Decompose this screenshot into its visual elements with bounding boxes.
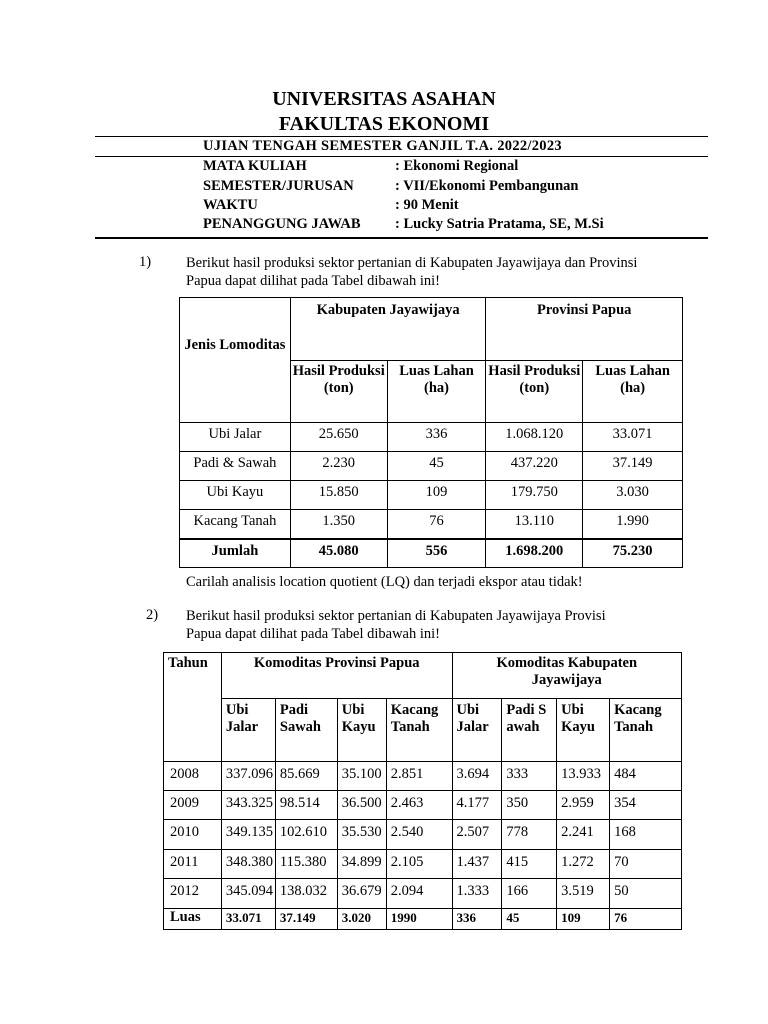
q2-cell: 115.380 xyxy=(275,850,337,879)
q1-cell: Ubi Jalar xyxy=(180,423,291,452)
q2-cell: 50 xyxy=(610,879,682,909)
q2-cell: 36.500 xyxy=(337,791,386,820)
q1-header-jenis: Jenis Lomoditas xyxy=(180,298,291,423)
q2-total-cell: 45 xyxy=(502,909,557,930)
q1-cell: Padi & Sawah xyxy=(180,452,291,481)
q1-table-row xyxy=(180,452,683,481)
q2-cell: 2.851 xyxy=(386,762,452,791)
q2-subheader: Kacang Tanah xyxy=(610,699,682,762)
q1-cell: 1.068.120 xyxy=(486,423,583,452)
q2-cell: 34.899 xyxy=(337,850,386,879)
q1-cell: 437.220 xyxy=(486,452,583,481)
q1-total-cell: 45.080 xyxy=(290,539,387,568)
q1-table xyxy=(179,297,683,568)
q1-table-row xyxy=(180,510,683,539)
q2-cell: 98.514 xyxy=(275,791,337,820)
q2-cell: 2.094 xyxy=(386,879,452,909)
q2-table xyxy=(163,652,682,930)
q2-cell: 1.437 xyxy=(452,850,502,879)
q2-cell: 333 xyxy=(502,762,557,791)
q2-subheader: Kacang Tanah xyxy=(386,699,452,762)
q2-cell: 484 xyxy=(610,762,682,791)
q1-cell: 15.850 xyxy=(290,481,387,510)
q1-line1: Berikut hasil produksi sektor pertanian di Kabupaten Jayawijaya dan Provinsi xyxy=(186,255,638,271)
q2-cell: 138.032 xyxy=(275,879,337,909)
q2-subheader: Ubi Jalar xyxy=(452,699,502,762)
q1-cell: 33.071 xyxy=(583,423,683,452)
info-value-time: : 90 Menit xyxy=(395,197,459,213)
q1-table-row xyxy=(180,423,683,452)
q2-cell: 4.177 xyxy=(452,791,502,820)
q2-cell: 778 xyxy=(502,820,557,850)
q2-cell: 349.135 xyxy=(221,820,275,850)
q2-header-provinsi: Komoditas Provinsi Papua xyxy=(221,653,452,699)
q2-year: 2011 xyxy=(164,850,222,879)
q2-table-row xyxy=(164,791,682,820)
q1-line2: Papua dapat dilihat pada Tabel dibawah ini! xyxy=(186,273,440,289)
q2-cell: 2.540 xyxy=(386,820,452,850)
q2-cell: 415 xyxy=(502,850,557,879)
q2-total-cell: 37.149 xyxy=(275,909,337,930)
q2-header-kabupaten: Komoditas Kabupaten Jayawijaya xyxy=(452,653,682,699)
q2-total-cell: 1990 xyxy=(386,909,452,930)
info-label-time: WAKTU xyxy=(203,197,258,213)
q1-cell: Kacang Tanah xyxy=(180,510,291,539)
q2-cell: 337.096 xyxy=(221,762,275,791)
q2-cell: 2.105 xyxy=(386,850,452,879)
q2-cell: 350 xyxy=(502,791,557,820)
q2-total-cell: 76 xyxy=(610,909,682,930)
q1-header-kabupaten: Kabupaten Jayawijaya xyxy=(290,298,486,361)
exam-title: UJIAN TENGAH SEMESTER GANJIL T.A. 2022/2023 xyxy=(203,138,562,154)
q1-cell: 336 xyxy=(387,423,486,452)
exam-rule xyxy=(95,156,708,157)
q2-number: 2) xyxy=(146,607,159,623)
q2-line1: Berikut hasil produksi sektor pertanian di Kabupaten Jayawijaya Provisi xyxy=(186,608,606,624)
q1-header-luas-kab: Luas Lahan (ha) xyxy=(387,361,486,423)
q2-year: 2008 xyxy=(164,762,222,791)
q1-cell: 2.230 xyxy=(290,452,387,481)
q1-cell: 37.149 xyxy=(583,452,683,481)
info-value-lecturer: : Lucky Satria Pratama, SE, M.Si xyxy=(395,216,604,232)
q1-cell: 109 xyxy=(387,481,486,510)
q2-subheader: Padi Sawah xyxy=(502,699,557,762)
q1-header-luas-prov: Luas Lahan (ha) xyxy=(583,361,683,423)
q2-cell: 168 xyxy=(610,820,682,850)
university-name: UNIVERSITAS ASAHAN xyxy=(272,88,496,110)
q1-number: 1) xyxy=(139,254,152,270)
q2-total-cell: 33.071 xyxy=(221,909,275,930)
q1-header-hasil-kab: Hasil Produksi (ton) xyxy=(290,361,387,423)
q2-subheader: Ubi Jalar xyxy=(221,699,275,762)
q2-cell: 166 xyxy=(502,879,557,909)
q2-cell: 3.694 xyxy=(452,762,502,791)
header-rule-bottom xyxy=(95,237,708,239)
q1-cell: 13.110 xyxy=(486,510,583,539)
q1-total-row xyxy=(180,539,683,568)
q2-total-cell: 109 xyxy=(557,909,610,930)
q1-table-row xyxy=(180,481,683,510)
q2-cell: 13.933 xyxy=(557,762,610,791)
q2-table-row xyxy=(164,762,682,791)
q2-total-label: Luas xyxy=(164,909,222,930)
q2-subheader: Padi Sawah xyxy=(275,699,337,762)
header-rule-top xyxy=(95,136,708,137)
q1-header-provinsi: Provinsi Papua xyxy=(486,298,683,361)
q2-cell: 2.959 xyxy=(557,791,610,820)
q2-total-cell: 336 xyxy=(452,909,502,930)
info-label-lecturer: PENANGGUNG JAWAB xyxy=(203,216,361,232)
q2-year: 2009 xyxy=(164,791,222,820)
q1-cell: 25.650 xyxy=(290,423,387,452)
q1-note: Carilah analisis location quotient (LQ) dan terjadi ekspor atau tidak! xyxy=(186,574,583,590)
q1-cell: Ubi Kayu xyxy=(180,481,291,510)
q2-cell: 1.272 xyxy=(557,850,610,879)
q2-cell: 36.679 xyxy=(337,879,386,909)
q2-cell: 35.100 xyxy=(337,762,386,791)
q2-table-row xyxy=(164,850,682,879)
info-value-course: : Ekonomi Regional xyxy=(395,158,519,174)
q2-cell: 354 xyxy=(610,791,682,820)
q1-cell: 3.030 xyxy=(583,481,683,510)
q1-cell: 1.350 xyxy=(290,510,387,539)
q2-cell: 345.094 xyxy=(221,879,275,909)
q2-header-tahun: Tahun xyxy=(164,653,222,762)
q1-total-cell: 556 xyxy=(387,539,486,568)
q2-cell: 3.519 xyxy=(557,879,610,909)
q1-total-label: Jumlah xyxy=(180,539,291,568)
q1-cell: 45 xyxy=(387,452,486,481)
q2-cell: 2.463 xyxy=(386,791,452,820)
q2-subheader: Ubi Kayu xyxy=(557,699,610,762)
q2-cell: 70 xyxy=(610,850,682,879)
q2-cell: 2.507 xyxy=(452,820,502,850)
q2-year: 2012 xyxy=(164,879,222,909)
q2-table-row xyxy=(164,820,682,850)
q2-line2: Papua dapat dilihat pada Tabel dibawah ini! xyxy=(186,626,440,642)
q2-table-row xyxy=(164,879,682,909)
q2-subheader: Ubi Kayu xyxy=(337,699,386,762)
q1-total-cell: 1.698.200 xyxy=(486,539,583,568)
q1-cell: 76 xyxy=(387,510,486,539)
q2-total-row xyxy=(164,909,682,930)
q2-cell: 2.241 xyxy=(557,820,610,850)
q2-cell: 348.380 xyxy=(221,850,275,879)
q2-cell: 102.610 xyxy=(275,820,337,850)
q2-cell: 35.530 xyxy=(337,820,386,850)
q2-total-cell: 3.020 xyxy=(337,909,386,930)
q2-cell: 85.669 xyxy=(275,762,337,791)
info-label-semester: SEMESTER/JURUSAN xyxy=(203,178,354,194)
info-value-semester: : VII/Ekonomi Pembangunan xyxy=(395,178,579,194)
q1-cell: 1.990 xyxy=(583,510,683,539)
q1-total-cell: 75.230 xyxy=(583,539,683,568)
q2-cell: 1.333 xyxy=(452,879,502,909)
info-label-course: MATA KULIAH xyxy=(203,158,307,174)
q2-year: 2010 xyxy=(164,820,222,850)
faculty-name: FAKULTAS EKONOMI xyxy=(278,113,490,135)
q1-cell: 179.750 xyxy=(486,481,583,510)
q1-header-hasil-prov: Hasil Produksi (ton) xyxy=(486,361,583,423)
q2-cell: 343.325 xyxy=(221,791,275,820)
